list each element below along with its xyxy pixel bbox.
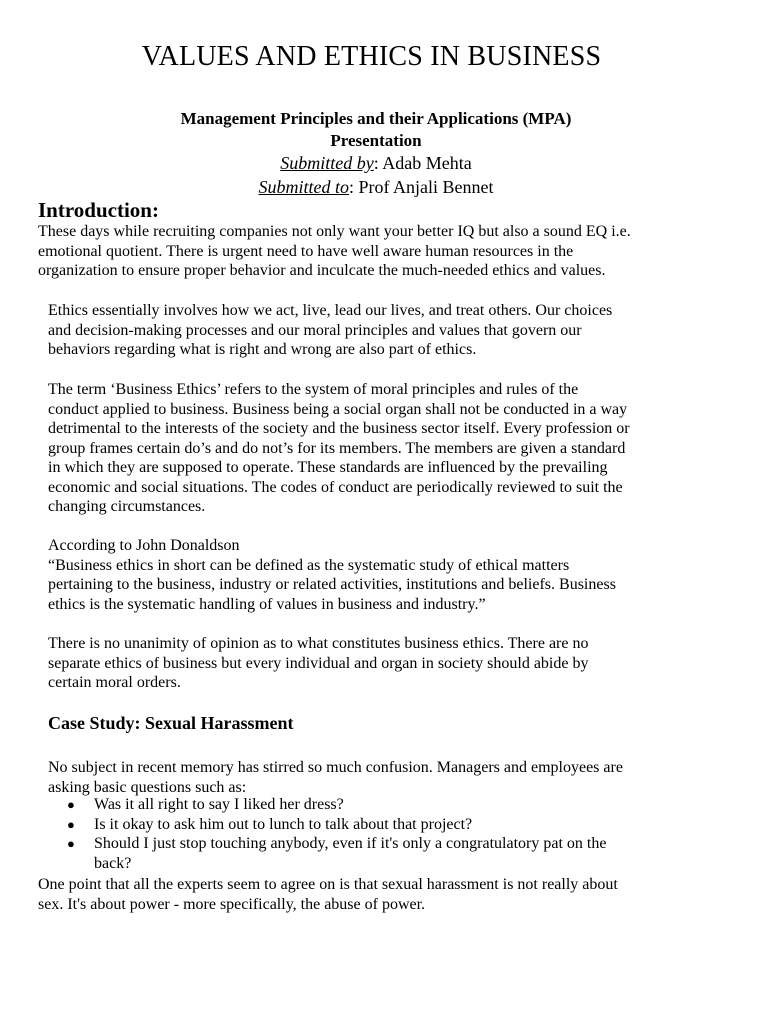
- list-item: [64, 834, 606, 873]
- bullet-icon: ●: [67, 797, 75, 812]
- question-text-continued: back?: [94, 854, 132, 872]
- paragraph-line: conduct applied to business. Business being a social organ shall not be conducted in a way: [48, 400, 628, 418]
- submitted-to-value: : Prof Anjali Bennet: [349, 177, 494, 197]
- introduction-heading: Introduction:: [38, 198, 159, 222]
- paragraph-line: certain moral orders.: [48, 674, 181, 691]
- subtitle-line-2: Presentation: [330, 131, 422, 150]
- donaldson-paragraph: [48, 536, 616, 614]
- paragraph-line: group frames certain do’s and do not’s for its members. The members are given a standard: [48, 439, 626, 457]
- list-item: [64, 795, 606, 815]
- paragraph-line: economic and social situations. The codes of conduct are periodically reviewed to suit the: [48, 478, 623, 496]
- submitted-by-line: [0, 152, 752, 174]
- document-title: VALUES AND ETHICS IN BUSINESS: [141, 41, 602, 72]
- paragraph-line: These days while recruiting companies not only want your better IQ but also a sound EQ i.e.: [38, 223, 631, 240]
- case-study-paragraph: [48, 758, 623, 797]
- paragraph-line: organization to ensure proper behavior and inculcate the much-needed ethics and values.: [38, 262, 606, 279]
- paragraph-line: No subject in recent memory has stirred so much confusion. Managers and employees are: [48, 759, 623, 776]
- paragraph-line: in which they are supposed to operate. These standards are influenced by the prevailing: [48, 459, 608, 476]
- case-study-heading: Case Study: Sexual Harassment: [48, 713, 294, 733]
- document-subtitle: [0, 108, 752, 152]
- question-list: [64, 795, 606, 873]
- paragraph-line: One point that all the experts seem to agree on is that sexual harassment is not really about: [38, 876, 618, 893]
- unanimity-paragraph: [48, 634, 588, 693]
- paragraph-line: sex. It's about power - more specifically, the abuse of power.: [38, 895, 426, 913]
- paragraph-line: detrimental to the interests of the society and the business sector itself. Every profession or: [48, 420, 630, 437]
- question-text: Should I just stop touching anybody, even if it's only a congratulatory pat on the: [94, 835, 607, 852]
- submitted-by-label: Submitted by: [280, 153, 374, 173]
- paragraph-line: emotional quotient. There is urgent need to have well aware human resources in the: [38, 242, 574, 260]
- paragraph-line: There is no unanimity of opinion as to what constitutes business ethics. There are no: [48, 635, 589, 652]
- paragraph-line: pertaining to the business, industry or related activities, institutions and beliefs. Business: [48, 576, 616, 593]
- list-item: [64, 815, 606, 835]
- subtitle-line-1: Management Principles and their Applications (MPA): [180, 109, 572, 128]
- bullet-icon: ●: [67, 836, 75, 851]
- paragraph-line: and decision-making processes and our moral principles and values that govern our: [48, 321, 582, 339]
- intro-paragraph: [38, 222, 631, 281]
- question-text: Is it okay to ask him out to lunch to talk about that project?: [94, 815, 473, 833]
- business-ethics-paragraph: [48, 380, 630, 517]
- bullet-icon: ●: [67, 816, 75, 832]
- paragraph-line: According to John Donaldson: [48, 537, 240, 554]
- paragraph-line: Ethics essentially involves how we act, live, lead our lives, and treat others. Our choices: [48, 302, 613, 319]
- closing-paragraph: [38, 875, 618, 914]
- paragraph-line: behaviors regarding what is right and wrong are also part of ethics.: [48, 341, 477, 358]
- paragraph-line: asking basic questions such as:: [48, 778, 247, 796]
- paragraph-line: changing circumstances.: [48, 498, 206, 515]
- paragraph-line: separate ethics of business but every individual and organ in society should abide by: [48, 654, 589, 672]
- submitted-to-line: [0, 176, 752, 198]
- submitted-by-value: : Adab Mehta: [373, 153, 472, 173]
- paragraph-line: The term ‘Business Ethics’ refers to the system of moral principles and rules of the: [48, 381, 579, 398]
- ethics-paragraph: [48, 301, 612, 360]
- question-text: Was it all right to say I liked her dress?: [94, 796, 344, 813]
- paragraph-line: “Business ethics in short can be defined as the systematic study of ethical matters: [48, 556, 570, 574]
- submitted-to-label: Submitted to: [258, 177, 349, 197]
- paragraph-line: ethics is the systematic handling of values in business and industry.”: [48, 595, 486, 613]
